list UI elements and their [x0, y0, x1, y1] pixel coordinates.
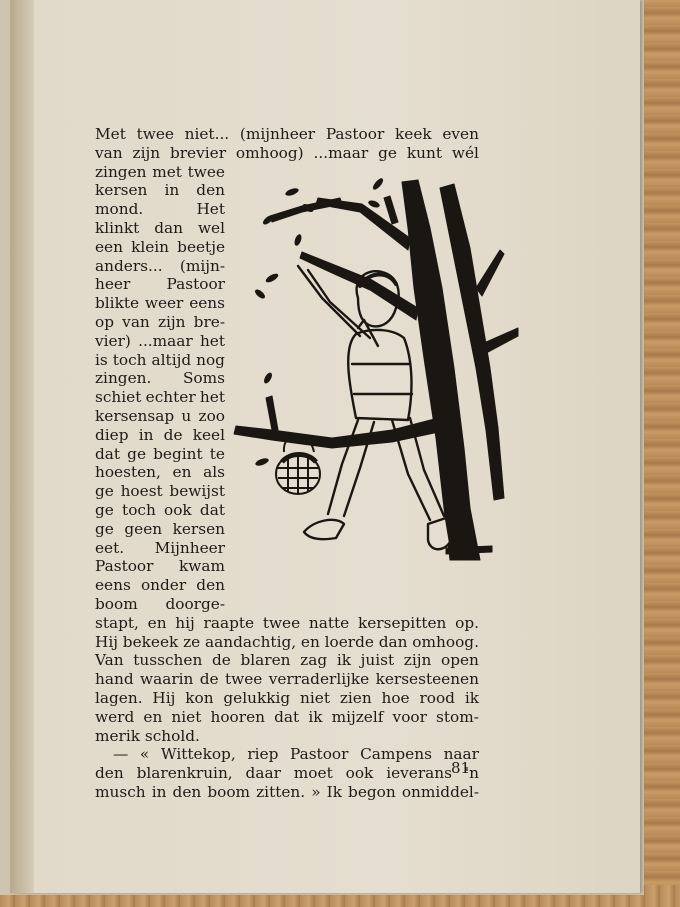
text-line: Met twee niet... (mijnheer Pastoor keek even [95, 125, 479, 143]
text-line: ge hoest bewijst [95, 482, 225, 501]
text-line: een klein beetje [95, 237, 225, 256]
text-line: kersen in den [95, 181, 225, 200]
text-line: anders... (mijn- [95, 256, 225, 275]
text-line: hand waarin de twee verraderlijke kersesteenen [95, 670, 479, 689]
text-line: vier) ...maar het [95, 331, 225, 350]
text-line: kersensap u zoo [95, 407, 225, 425]
text-line: diep in de keel [95, 425, 225, 444]
text-line: zingen met twee [95, 162, 225, 181]
text-line: boom doorge- [95, 595, 225, 613]
text-line: eet. Mijnheer [95, 538, 225, 557]
text-line: Van tusschen de blaren zag ik juist zijn open [95, 651, 479, 670]
page-number: 81 [451, 759, 471, 777]
text-line: ge geen kersen [95, 519, 225, 538]
text-line: dat ge begint te [95, 444, 225, 463]
boy-in-cherry-tree-illustration [232, 168, 522, 568]
text-line: den blarenkruin, daar moet ook ieverans 'n [95, 764, 479, 783]
text-line: van zijn brevier omhoog) ...maar ge kunt wél [95, 143, 479, 162]
text-line: musch in den boom zitten. » Ik begon onmiddel- [95, 783, 479, 801]
text-line: stapt, en hij raapte twee natte kersepitten op. [95, 613, 479, 632]
text-line: lagen. Hij kon gelukkig niet zien hoe rood ik [95, 689, 479, 707]
text-line: zingen. Soms [95, 369, 225, 388]
text-line: schiet echter het [95, 388, 225, 407]
text-line: Pastoor kwam [95, 557, 225, 576]
book-spine-shadow [10, 0, 34, 893]
text-line: blikte weer eens [95, 294, 225, 313]
text-line: Hij bekeek ze aandachtig, en loerde dan omhoog. [95, 632, 479, 651]
text-line: hoesten, en als [95, 463, 225, 482]
text-line: is toch altijd nog [95, 350, 225, 369]
text-line: klinkt dan wel [95, 219, 225, 237]
text-line: merik schold. [95, 726, 200, 745]
text-line: heer Pastoor [95, 275, 225, 294]
text-line: mond. Het [95, 200, 225, 219]
text-line: op van zijn bre- [95, 313, 225, 331]
text-line: ge toch ook dat [95, 501, 225, 519]
text-line: eens onder den [95, 576, 225, 595]
text-line: werd en niet hooren dat ik mijzelf voor stom- [95, 707, 479, 726]
text-line: — « Wittekop, riep Pastoor Campens naar [113, 745, 479, 764]
